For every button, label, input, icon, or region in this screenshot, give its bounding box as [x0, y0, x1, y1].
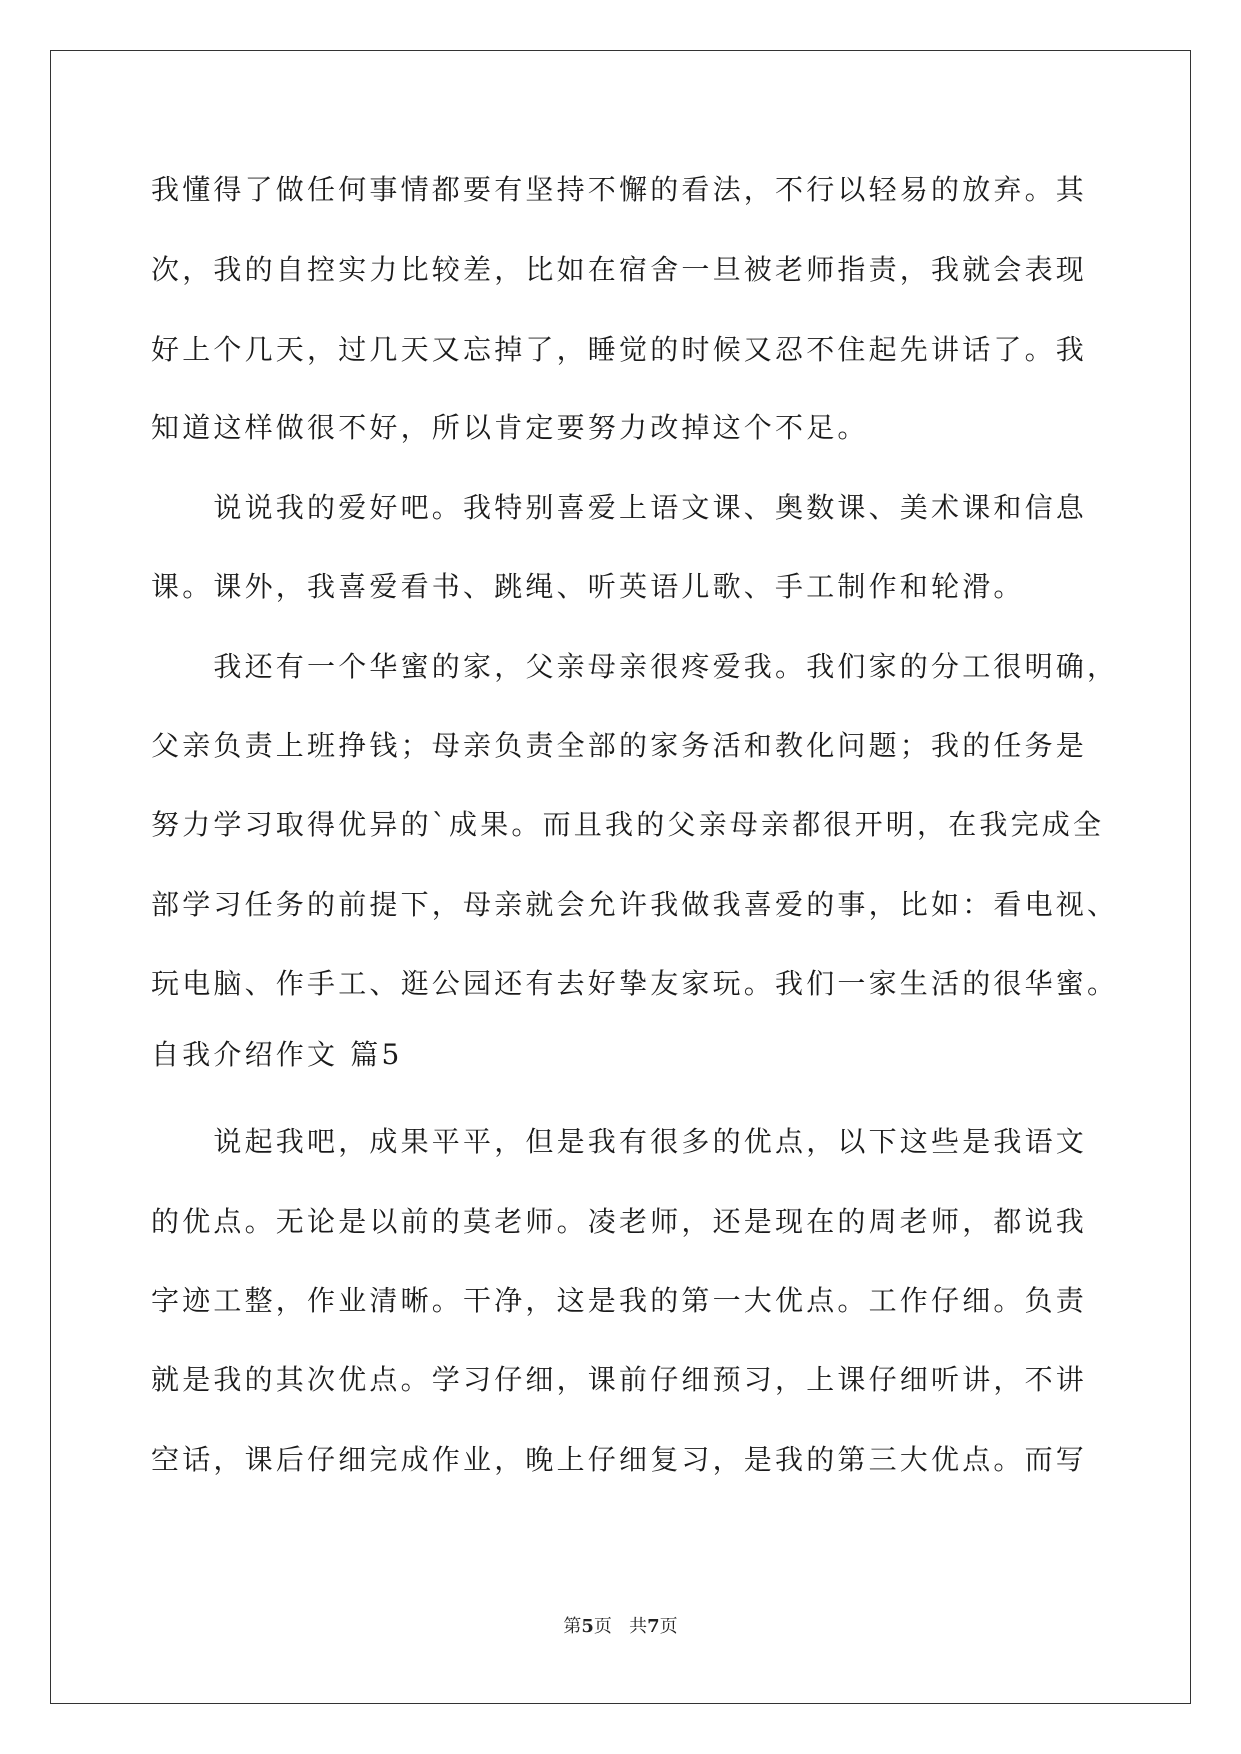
- paragraph-line: 我懂得了做任何事情都要有坚持不懈的看法，不行以轻易的放弃。其: [151, 173, 1088, 206]
- total-prefix: 共: [629, 1616, 648, 1637]
- paragraph-line: 我还有一个华蜜的家，父亲母亲很疼爱我。我们家的分工很明确，: [151, 650, 1119, 683]
- paragraph-line: 课。课外，我喜爱看书、跳绳、听英语儿歌、手工制作和轮滑。: [151, 570, 1025, 603]
- page-prefix: 第: [563, 1616, 582, 1637]
- paragraph-line: 努力学习取得优异的`成果。而且我的父亲母亲都很开明，在我完成全: [151, 808, 1105, 841]
- paragraph-line: 部学习任务的前提下，母亲就会允许我做我喜爱的事，比如：看电视、: [151, 888, 1119, 921]
- section-heading: 自我介绍作文 篇5: [151, 1038, 403, 1071]
- paragraph-line: 字迹工整，作业清晰。干净，这是我的第一大优点。工作仔细。负责: [151, 1284, 1088, 1317]
- paragraph-line: 的优点。无论是以前的莫老师。凌老师，还是现在的周老师，都说我: [151, 1205, 1088, 1238]
- paragraph-line: 空话，课后仔细完成作业，晚上仔细复习，是我的第三大优点。而写: [151, 1443, 1088, 1476]
- paragraph-line: 玩电脑、作手工、逛公园还有去好挚友家玩。我们一家生活的很华蜜。: [151, 967, 1119, 1000]
- paragraph-line: 父亲负责上班挣钱；母亲负责全部的家务活和教化问题；我的任务是: [151, 729, 1088, 762]
- total-pages: 7: [647, 1616, 660, 1637]
- paragraph-line: 好上个几天，过几天又忘掉了，睡觉的时候又忍不住起先讲话了。我: [151, 333, 1088, 366]
- paragraph-line: 说起我吧，成果平平，但是我有很多的优点，以下这些是我语文: [151, 1125, 1088, 1158]
- paragraph-line: 说说我的爱好吧。我特别喜爱上语文课、奥数课、美术课和信息: [151, 491, 1088, 524]
- page-footer: [0, 1615, 1241, 1639]
- paragraph-line: 次，我的自控实力比较差，比如在宿舍一旦被老师指责，我就会表现: [151, 253, 1088, 286]
- paragraph-line: 知道这样做很不好，所以肯定要努力改掉这个不足。: [151, 411, 869, 444]
- total-suffix: 页: [659, 1616, 678, 1637]
- page-number: 5: [581, 1616, 594, 1637]
- paragraph-line: 就是我的其次优点。学习仔细，课前仔细预习，上课仔细听讲，不讲: [151, 1363, 1088, 1396]
- page-suffix: 页: [593, 1616, 612, 1637]
